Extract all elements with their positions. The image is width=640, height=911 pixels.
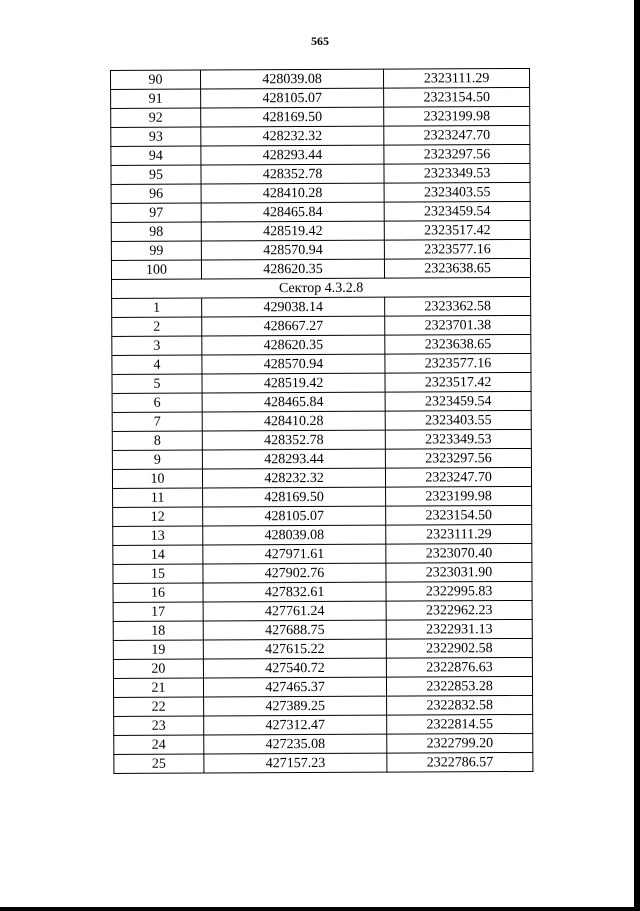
y-coordinate: 2323701.38 [385, 315, 531, 335]
x-coordinate: 428232.32 [201, 126, 384, 146]
point-number: 21 [113, 678, 203, 697]
x-coordinate: 428293.44 [201, 145, 384, 165]
point-number: 1 [112, 298, 202, 317]
x-coordinate: 427235.08 [204, 734, 387, 754]
y-coordinate: 2323638.65 [385, 258, 531, 278]
scan-edge-bottom [0, 907, 640, 911]
table-row [112, 353, 531, 374]
point-number: 97 [111, 203, 201, 222]
y-coordinate: 2323111.29 [384, 68, 530, 88]
point-number: 23 [114, 716, 204, 735]
point-number: 14 [113, 545, 203, 564]
x-coordinate: 428570.94 [201, 240, 384, 260]
point-number: 24 [114, 735, 204, 754]
page-number: 565 [311, 34, 329, 48]
table-row [111, 182, 530, 203]
x-coordinate: 428169.50 [201, 107, 384, 127]
table-row [112, 429, 531, 450]
section-header-row [112, 277, 531, 298]
table-row [112, 467, 531, 488]
x-coordinate: 428232.32 [202, 468, 385, 488]
y-coordinate: 2322962.23 [386, 600, 532, 620]
x-coordinate: 428465.84 [202, 392, 385, 412]
x-coordinate: 428039.08 [200, 69, 383, 89]
y-coordinate: 2323577.16 [384, 239, 530, 259]
table-row [111, 239, 530, 260]
table-row [114, 695, 533, 716]
table-row [111, 106, 530, 127]
y-coordinate: 2323459.54 [384, 201, 530, 221]
point-number: 94 [111, 146, 201, 165]
table-row [114, 714, 533, 735]
point-number: 19 [113, 640, 203, 659]
point-number: 6 [112, 393, 202, 412]
y-coordinate: 2322902.58 [386, 638, 532, 658]
point-number: 22 [114, 697, 204, 716]
x-coordinate: 427902.76 [203, 563, 386, 583]
point-number: 90 [111, 70, 201, 89]
y-coordinate: 2323517.42 [384, 220, 530, 240]
y-coordinate: 2323111.29 [386, 524, 532, 544]
x-coordinate: 428410.28 [202, 411, 385, 431]
y-coordinate: 2323297.56 [384, 144, 530, 164]
table-row [111, 163, 530, 184]
table-row [111, 220, 530, 241]
y-coordinate: 2323349.53 [385, 429, 531, 449]
x-coordinate: 428519.42 [202, 373, 385, 393]
point-number: 18 [113, 621, 203, 640]
x-coordinate: 427540.72 [203, 658, 386, 678]
x-coordinate: 429038.14 [202, 297, 385, 317]
y-coordinate: 2323297.56 [386, 448, 532, 468]
table-row [114, 733, 533, 754]
table-row [111, 258, 530, 279]
point-number: 12 [113, 507, 203, 526]
point-number: 4 [112, 355, 202, 374]
y-coordinate: 2322799.20 [387, 733, 533, 753]
x-coordinate: 428620.35 [202, 335, 385, 355]
x-coordinate: 427832.61 [203, 582, 386, 602]
table-row [112, 410, 531, 431]
point-number: 100 [111, 260, 201, 279]
table-row [113, 638, 532, 659]
point-number: 92 [111, 108, 201, 127]
table-row [112, 391, 531, 412]
x-coordinate: 427312.47 [204, 715, 387, 735]
x-coordinate: 428039.08 [203, 525, 386, 545]
point-number: 7 [112, 412, 202, 431]
x-coordinate: 427157.23 [204, 753, 387, 773]
point-number: 10 [112, 469, 202, 488]
point-number: 93 [111, 127, 201, 146]
y-coordinate: 2322853.28 [387, 676, 533, 696]
y-coordinate: 2323154.50 [384, 87, 530, 107]
y-coordinate: 2323349.53 [384, 163, 530, 183]
y-coordinate: 2323199.98 [386, 486, 532, 506]
point-number: 8 [112, 431, 202, 450]
y-coordinate: 2322931.13 [386, 619, 532, 639]
x-coordinate: 428352.78 [201, 164, 384, 184]
y-coordinate: 2322786.57 [387, 752, 533, 772]
table-row [111, 201, 530, 222]
y-coordinate: 2323577.16 [385, 353, 531, 373]
y-coordinate: 2323362.58 [385, 296, 531, 316]
point-number: 95 [111, 165, 201, 184]
x-coordinate: 428465.84 [201, 202, 384, 222]
table-row [113, 486, 532, 507]
x-coordinate: 428570.94 [202, 354, 385, 374]
x-coordinate: 427389.25 [204, 696, 387, 716]
point-number: 98 [111, 222, 201, 241]
y-coordinate: 2323031.90 [386, 562, 532, 582]
point-number: 11 [113, 488, 203, 507]
table-row [111, 68, 530, 89]
point-number: 25 [114, 754, 204, 773]
x-coordinate: 427971.61 [203, 544, 386, 564]
point-number: 99 [111, 241, 201, 260]
point-number: 3 [112, 336, 202, 355]
table-row [113, 562, 532, 583]
table-row [111, 125, 530, 146]
y-coordinate: 2323070.40 [386, 543, 532, 563]
point-number: 2 [112, 317, 202, 336]
y-coordinate: 2323199.98 [384, 106, 530, 126]
table-row [113, 676, 532, 697]
x-coordinate: 428620.35 [201, 259, 384, 279]
x-coordinate: 427615.22 [203, 639, 386, 659]
point-number: 9 [112, 450, 202, 469]
y-coordinate: 2323403.55 [385, 410, 531, 430]
table-row [113, 600, 532, 621]
table-row [113, 619, 532, 640]
table-row [111, 87, 530, 108]
table-row [113, 581, 532, 602]
point-number: 16 [113, 583, 203, 602]
x-coordinate: 428410.28 [201, 183, 384, 203]
table-row [112, 296, 531, 317]
y-coordinate: 2323459.54 [385, 391, 531, 411]
coordinates-table [110, 68, 533, 774]
point-number: 17 [113, 602, 203, 621]
table-row [113, 505, 532, 526]
table-row [114, 752, 533, 773]
y-coordinate: 2323247.70 [386, 467, 532, 487]
table-row [112, 448, 531, 469]
x-coordinate: 428105.07 [201, 88, 384, 108]
x-coordinate: 428105.07 [203, 506, 386, 526]
y-coordinate: 2323638.65 [385, 334, 531, 354]
point-number: 91 [111, 89, 201, 108]
table-row [113, 543, 532, 564]
table-row [112, 372, 531, 393]
x-coordinate: 428169.50 [203, 487, 386, 507]
point-number: 15 [113, 564, 203, 583]
x-coordinate: 428293.44 [202, 449, 385, 469]
point-number: 13 [113, 526, 203, 545]
y-coordinate: 2323154.50 [386, 505, 532, 525]
y-coordinate: 2322814.55 [387, 714, 533, 734]
y-coordinate: 2322832.58 [387, 695, 533, 715]
y-coordinate: 2323403.55 [384, 182, 530, 202]
x-coordinate: 428519.42 [201, 221, 384, 241]
x-coordinate: 428667.27 [202, 316, 385, 336]
table-row [113, 657, 532, 678]
y-coordinate: 2323517.42 [385, 372, 531, 392]
table-row [112, 315, 531, 336]
scan-edge-right [634, 0, 640, 911]
x-coordinate: 427688.75 [203, 620, 386, 640]
table-row [111, 144, 530, 165]
point-number: 96 [111, 184, 201, 203]
y-coordinate: 2322995.83 [386, 581, 532, 601]
x-coordinate: 428352.78 [202, 430, 385, 450]
point-number: 20 [113, 659, 203, 678]
x-coordinate: 427465.37 [203, 677, 386, 697]
table-row [113, 524, 532, 545]
y-coordinate: 2322876.63 [387, 657, 533, 677]
x-coordinate: 427761.24 [203, 601, 386, 621]
point-number: 5 [112, 374, 202, 393]
section-title: Сектор 4.3.2.8 [112, 277, 531, 298]
table-row [112, 334, 531, 355]
y-coordinate: 2323247.70 [384, 125, 530, 145]
